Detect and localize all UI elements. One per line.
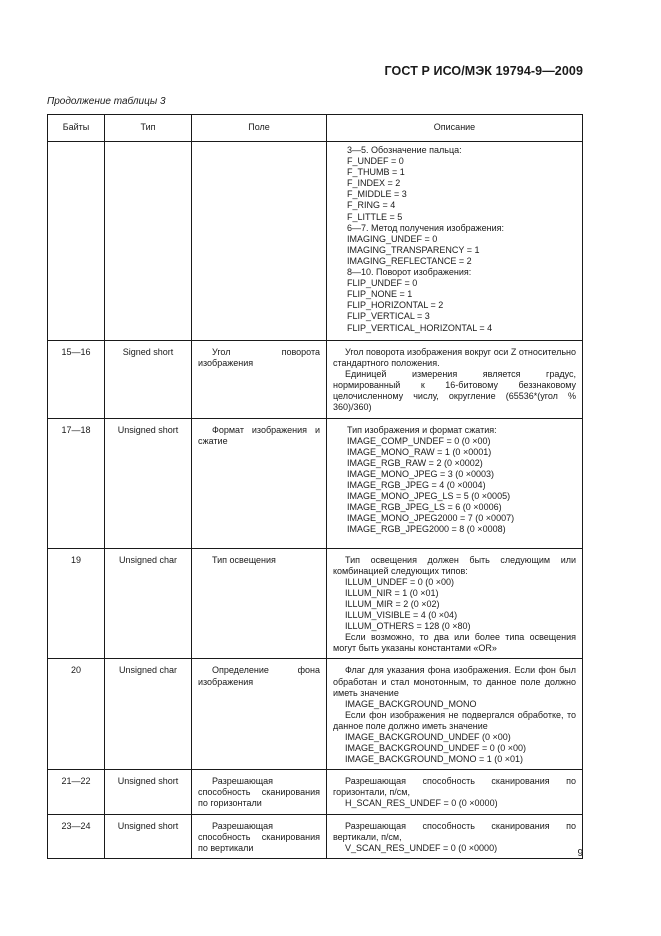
desc-line: F_LITTLE = 5 [347,211,403,222]
table-row [48,814,583,858]
desc-line: IMAGE_RGB_JPEG_LS = 6 (0 ×0006) [347,502,502,513]
cell-description [327,142,583,341]
cell-type: Unsigned short [105,418,192,548]
table-row [48,548,583,659]
desc-line: IMAGING_REFLECTANCE = 2 [347,255,472,266]
cell-description [327,341,583,419]
desc-line: IMAGE_MONO_JPEG_LS = 5 (0 ×0005) [347,491,511,502]
cell-type: Unsigned char [105,548,192,659]
desc-paragraph: Единицей измерения является градус, нормированный к 16-битовому беззнаковому целочисленному числу, округление (65536*(угол % 360)/360) [333,369,576,413]
desc-line: IMAGING_UNDEF = 0 [347,233,438,244]
desc-paragraph: Разрешающая способность сканирования по горизонтали, п/см, [333,776,576,798]
cell-field: Разрешающая способность сканирования по вертикали [192,814,327,858]
cell-bytes: 17—18 [48,418,105,548]
desc-paragraph: Флаг для указания фона изображения. Если фон был обработан и стал монотонным, то данное поле должно иметь значение [333,665,576,698]
cell-bytes: 23—24 [48,814,105,858]
desc-line: IMAGE_BACKGROUND_UNDEF = 0 (0 ×00) [345,743,527,754]
desc-line: IMAGE_BACKGROUND_MONO [345,698,477,709]
page-number: 9 [577,848,583,859]
cell-description [327,418,583,548]
desc-line: ILLUM_OTHERS = 128 (0 ×80) [345,621,471,632]
desc-line: IMAGE_RGB_RAW = 2 (0 ×0002) [347,457,483,468]
table-header-row [48,115,583,142]
cell-description [327,814,583,858]
desc-paragraph: Разрешающая способность сканирования по вертикали, п/см, [333,820,576,842]
cell-field: Тип освещения [192,548,327,659]
desc-line: V_SCAN_RES_UNDEF = 0 (0 ×0000) [345,842,498,853]
cell-type [105,142,192,341]
col-header-bytes: Байты [48,115,105,142]
desc-line: ILLUM_NIR = 1 (0 ×01) [345,587,439,598]
table-row [48,770,583,814]
cell-field: Разрешающая способность сканирования по горизонтали [192,770,327,814]
desc-line: FLIP_NONE = 1 [347,289,413,300]
cell-bytes: 15—16 [48,341,105,419]
desc-line: 3—5. Обозначение пальца: [347,145,462,155]
col-header-type: Тип [105,115,192,142]
desc-line: IMAGING_TRANSPARENCY = 1 [347,244,480,255]
table-row [48,659,583,770]
cell-description [327,659,583,770]
desc-line: FLIP_UNDEF = 0 [347,278,418,289]
cell-bytes: 21—22 [48,770,105,814]
col-header-field: Поле [192,115,327,142]
desc-line: F_MIDDLE = 3 [347,189,407,200]
desc-line: IMAGE_BACKGROUND_UNDEF (0 ×00) [345,731,511,742]
cell-type: Unsigned short [105,770,192,814]
table-row [48,142,583,341]
desc-paragraph: Тип освещения должен быть следующим или комбинацией следующих типов: [333,554,576,576]
desc-line: 6—7. Метод получения изображения: [347,222,505,233]
desc-line: ILLUM_VISIBLE = 4 (0 ×04) [345,610,458,621]
cell-field [192,142,327,341]
desc-line: F_INDEX = 2 [347,178,401,189]
desc-line: H_SCAN_RES_UNDEF = 0 (0 ×0000) [345,798,498,809]
cell-description [327,548,583,659]
desc-paragraph: Если фон изображения не подвергался обработке, то данное поле должно иметь значение [333,709,576,731]
cell-bytes: 19 [48,548,105,659]
table-row [48,341,583,419]
table-row [48,418,583,548]
desc-line: IMAGE_RGB_JPEG2000 = 8 (0 ×0008) [347,524,506,535]
desc-line: FLIP_HORIZONTAL = 2 [347,300,444,311]
document-header: ГОСТ Р ИСО/МЭК 19794-9—2009 [384,64,583,78]
table-caption: Продолжение таблицы 3 [47,96,166,107]
cell-field: Угол поворота изображения [192,341,327,419]
desc-line: F_RING = 4 [347,200,396,211]
desc-line: FLIP_VERTICAL_HORIZONTAL = 4 [347,322,493,333]
cell-description [327,770,583,814]
desc-line: IMAGE_RGB_JPEG = 4 (0 ×0004) [347,480,486,491]
cell-field: Формат изображения и сжатие [192,418,327,548]
desc-line: IMAGE_COMP_UNDEF = 0 (0 ×00) [347,435,491,446]
cell-bytes [48,142,105,341]
desc-line: IMAGE_MONO_RAW = 1 (0 ×0001) [347,446,492,457]
desc-line: F_THUMB = 1 [347,167,405,178]
desc-line: IMAGE_BACKGROUND_MONO = 1 (0 ×01) [345,754,524,765]
desc-line: FLIP_VERTICAL = 3 [347,311,430,322]
desc-line: 8—10. Поворот изображения: [347,267,472,278]
desc-line: Тип изображения и формат сжатия: [347,424,497,435]
desc-line: F_UNDEF = 0 [347,156,404,167]
desc-line: ILLUM_UNDEF = 0 (0 ×00) [345,576,455,587]
spec-table [47,114,583,859]
desc-line: ILLUM_MIR = 2 (0 ×02) [345,598,440,609]
cell-type: Signed short [105,341,192,419]
col-header-description: Описание [327,115,583,142]
cell-type: Unsigned short [105,814,192,858]
desc-paragraph: Угол поворота изображения вокруг оси Z относительно стандартного положения. [333,347,576,369]
desc-line: IMAGE_MONO_JPEG = 3 (0 ×0003) [347,468,495,479]
desc-paragraph: Если возможно, то два или более типа освещения могут быть указаны константами «OR» [333,632,576,654]
cell-type: Unsigned char [105,659,192,770]
cell-field: Определение фона изображения [192,659,327,770]
desc-line: IMAGE_MONO_JPEG2000 = 7 (0 ×0007) [347,513,515,524]
cell-bytes: 20 [48,659,105,770]
